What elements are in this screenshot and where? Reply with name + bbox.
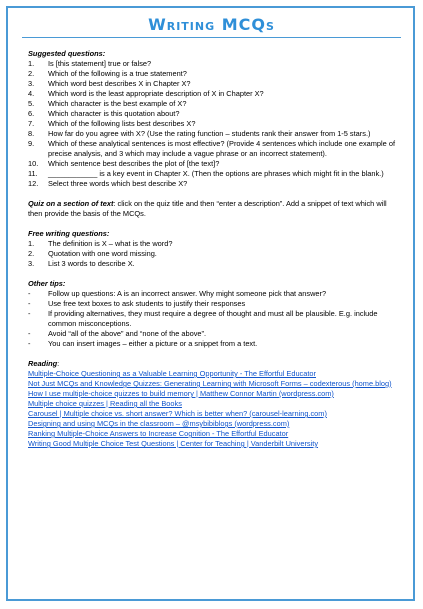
free-writing-list [28, 239, 395, 269]
list-item [28, 289, 395, 299]
item-number: 1. [28, 59, 35, 68]
bullet: - [28, 329, 31, 338]
list-item [28, 179, 395, 189]
item-number: 12. [28, 179, 39, 188]
list-item [28, 329, 395, 339]
list-item [28, 89, 395, 99]
bullet: - [28, 339, 31, 348]
list-item [28, 159, 395, 169]
spacer [28, 269, 395, 279]
spacer [28, 349, 395, 359]
list-item [28, 259, 395, 269]
reading-link[interactable]: Writing Good Multiple Choice Test Questions | Center for Teaching | Vanderbilt University [28, 439, 319, 448]
spacer [28, 219, 395, 229]
title-underline [22, 37, 401, 38]
reading-link[interactable]: Multiple-Choice Questioning as a Valuable Learning Opportunity - The Effortful Educator [28, 369, 316, 378]
list-item [28, 239, 395, 249]
page-title: Writing MCQs [148, 15, 275, 34]
quiz-section-text: : click on the quiz title and then “enter a description”. Add a snippet of text which will then provide the basis of the MCQs. [28, 199, 387, 218]
list-item [28, 59, 395, 69]
reading-heading-line [28, 359, 395, 369]
list-item [28, 249, 395, 259]
item-text: The definition is X – what is the word? [48, 239, 173, 248]
spacer [28, 189, 395, 199]
item-text: Which character is the best example of X? [48, 99, 187, 108]
item-number: 10. [28, 159, 39, 168]
list-item [28, 69, 395, 79]
item-number: 11. [28, 169, 38, 178]
item-number: 3. [28, 259, 35, 268]
list-item [28, 169, 395, 179]
reading-link[interactable]: Not Just MCQs and Knowledge Quizzes: Generating Learning with Microsoft Forms – codexterous (home.blog) [28, 379, 392, 388]
item-number: 2. [28, 249, 35, 258]
item-number: 9. [28, 139, 35, 148]
item-text: You can insert images – either a picture or a snippet from a text. [48, 339, 258, 348]
free-writing-heading: Free writing questions: [28, 229, 110, 238]
item-text: List 3 words to describe X. [48, 259, 135, 268]
reading-link[interactable]: Designing and using MCQs in the classroom – @msybibiblogs (wordpress.com) [28, 419, 290, 428]
item-text: Which of the following is a true statement? [48, 69, 187, 78]
document-body [28, 49, 395, 449]
list-item [28, 109, 395, 119]
bullet: - [28, 289, 31, 298]
suggested-questions-heading: Suggested questions: [28, 49, 106, 58]
item-number: 3. [28, 79, 35, 88]
reading-link[interactable]: How I use multiple-choice quizzes to build memory | Matthew Connor Martin (wordpress.com) [28, 389, 334, 398]
reading-link[interactable]: Carousel | Multiple choice vs. short answer? Which is better when? (carousel-learning.com) [28, 409, 327, 418]
other-tips-list [28, 289, 395, 349]
item-number: 8. [28, 129, 35, 138]
reading-link[interactable]: Ranking Multiple-Choice Answers to Increase Cognition - The Effortful Educator [28, 429, 289, 438]
item-text: Which of the following lists best describes X? [48, 119, 196, 128]
reading-links [28, 369, 395, 449]
item-number: 4. [28, 89, 35, 98]
reading-heading: Reading [28, 359, 58, 368]
list-item [28, 139, 395, 159]
item-number: 2. [28, 69, 35, 78]
item-text: Select three words which best describe X? [48, 179, 188, 188]
bullet: - [28, 309, 31, 318]
quiz-section-heading: Quiz on a section of text [28, 199, 114, 208]
item-text: If providing alternatives, they must require a degree of thought and must all be plausible. E.g. include common misconceptions. [48, 309, 378, 328]
item-text: Quotation with one word missing. [48, 249, 157, 258]
item-text: Which of these analytical sentences is most effective? (Provide 4 sentences which include one example of precise analysis, and 3 which may include a vague phrase or an incorrect statement). [48, 139, 395, 158]
reading-link[interactable]: Multiple choice quizzes | Reading all the Books [28, 399, 182, 408]
item-text: Avoid “all of the above” and “none of the above”. [48, 329, 207, 338]
item-text: Is [this statement] true or false? [48, 59, 152, 68]
item-text: Which sentence best describes the plot of [the text]? [48, 159, 220, 168]
list-item [28, 99, 395, 109]
bullet: - [28, 299, 31, 308]
list-item [28, 339, 395, 349]
item-number: 1. [28, 239, 35, 248]
item-text: Which word best describes X in Chapter X? [48, 79, 191, 88]
item-number: 6. [28, 109, 35, 118]
item-text: Use free text boxes to ask students to justify their responses [48, 299, 246, 308]
list-item [28, 309, 395, 329]
list-item [28, 79, 395, 89]
item-text: How far do you agree with X? (Use the rating function – students rank their answer from 1-5 stars.) [48, 129, 371, 138]
item-text: Which character is this quotation about? [48, 109, 180, 118]
item-text: Which word is the least appropriate description of X in Chapter X? [48, 89, 264, 98]
list-item [28, 299, 395, 309]
item-text: ____________ is a key event in Chapter X. (Then the options are phrases which might fit in the blank.) [48, 169, 384, 178]
list-item [28, 119, 395, 129]
quiz-section-paragraph [28, 199, 395, 219]
reading-colon: : [57, 359, 60, 368]
suggested-questions-list [28, 59, 395, 189]
item-number: 7. [28, 119, 35, 128]
item-text: Follow up questions: A is an incorrect answer. Why might someone pick that answer? [48, 289, 327, 298]
list-item [28, 129, 395, 139]
other-tips-heading: Other tips: [28, 279, 66, 288]
item-number: 5. [28, 99, 35, 108]
